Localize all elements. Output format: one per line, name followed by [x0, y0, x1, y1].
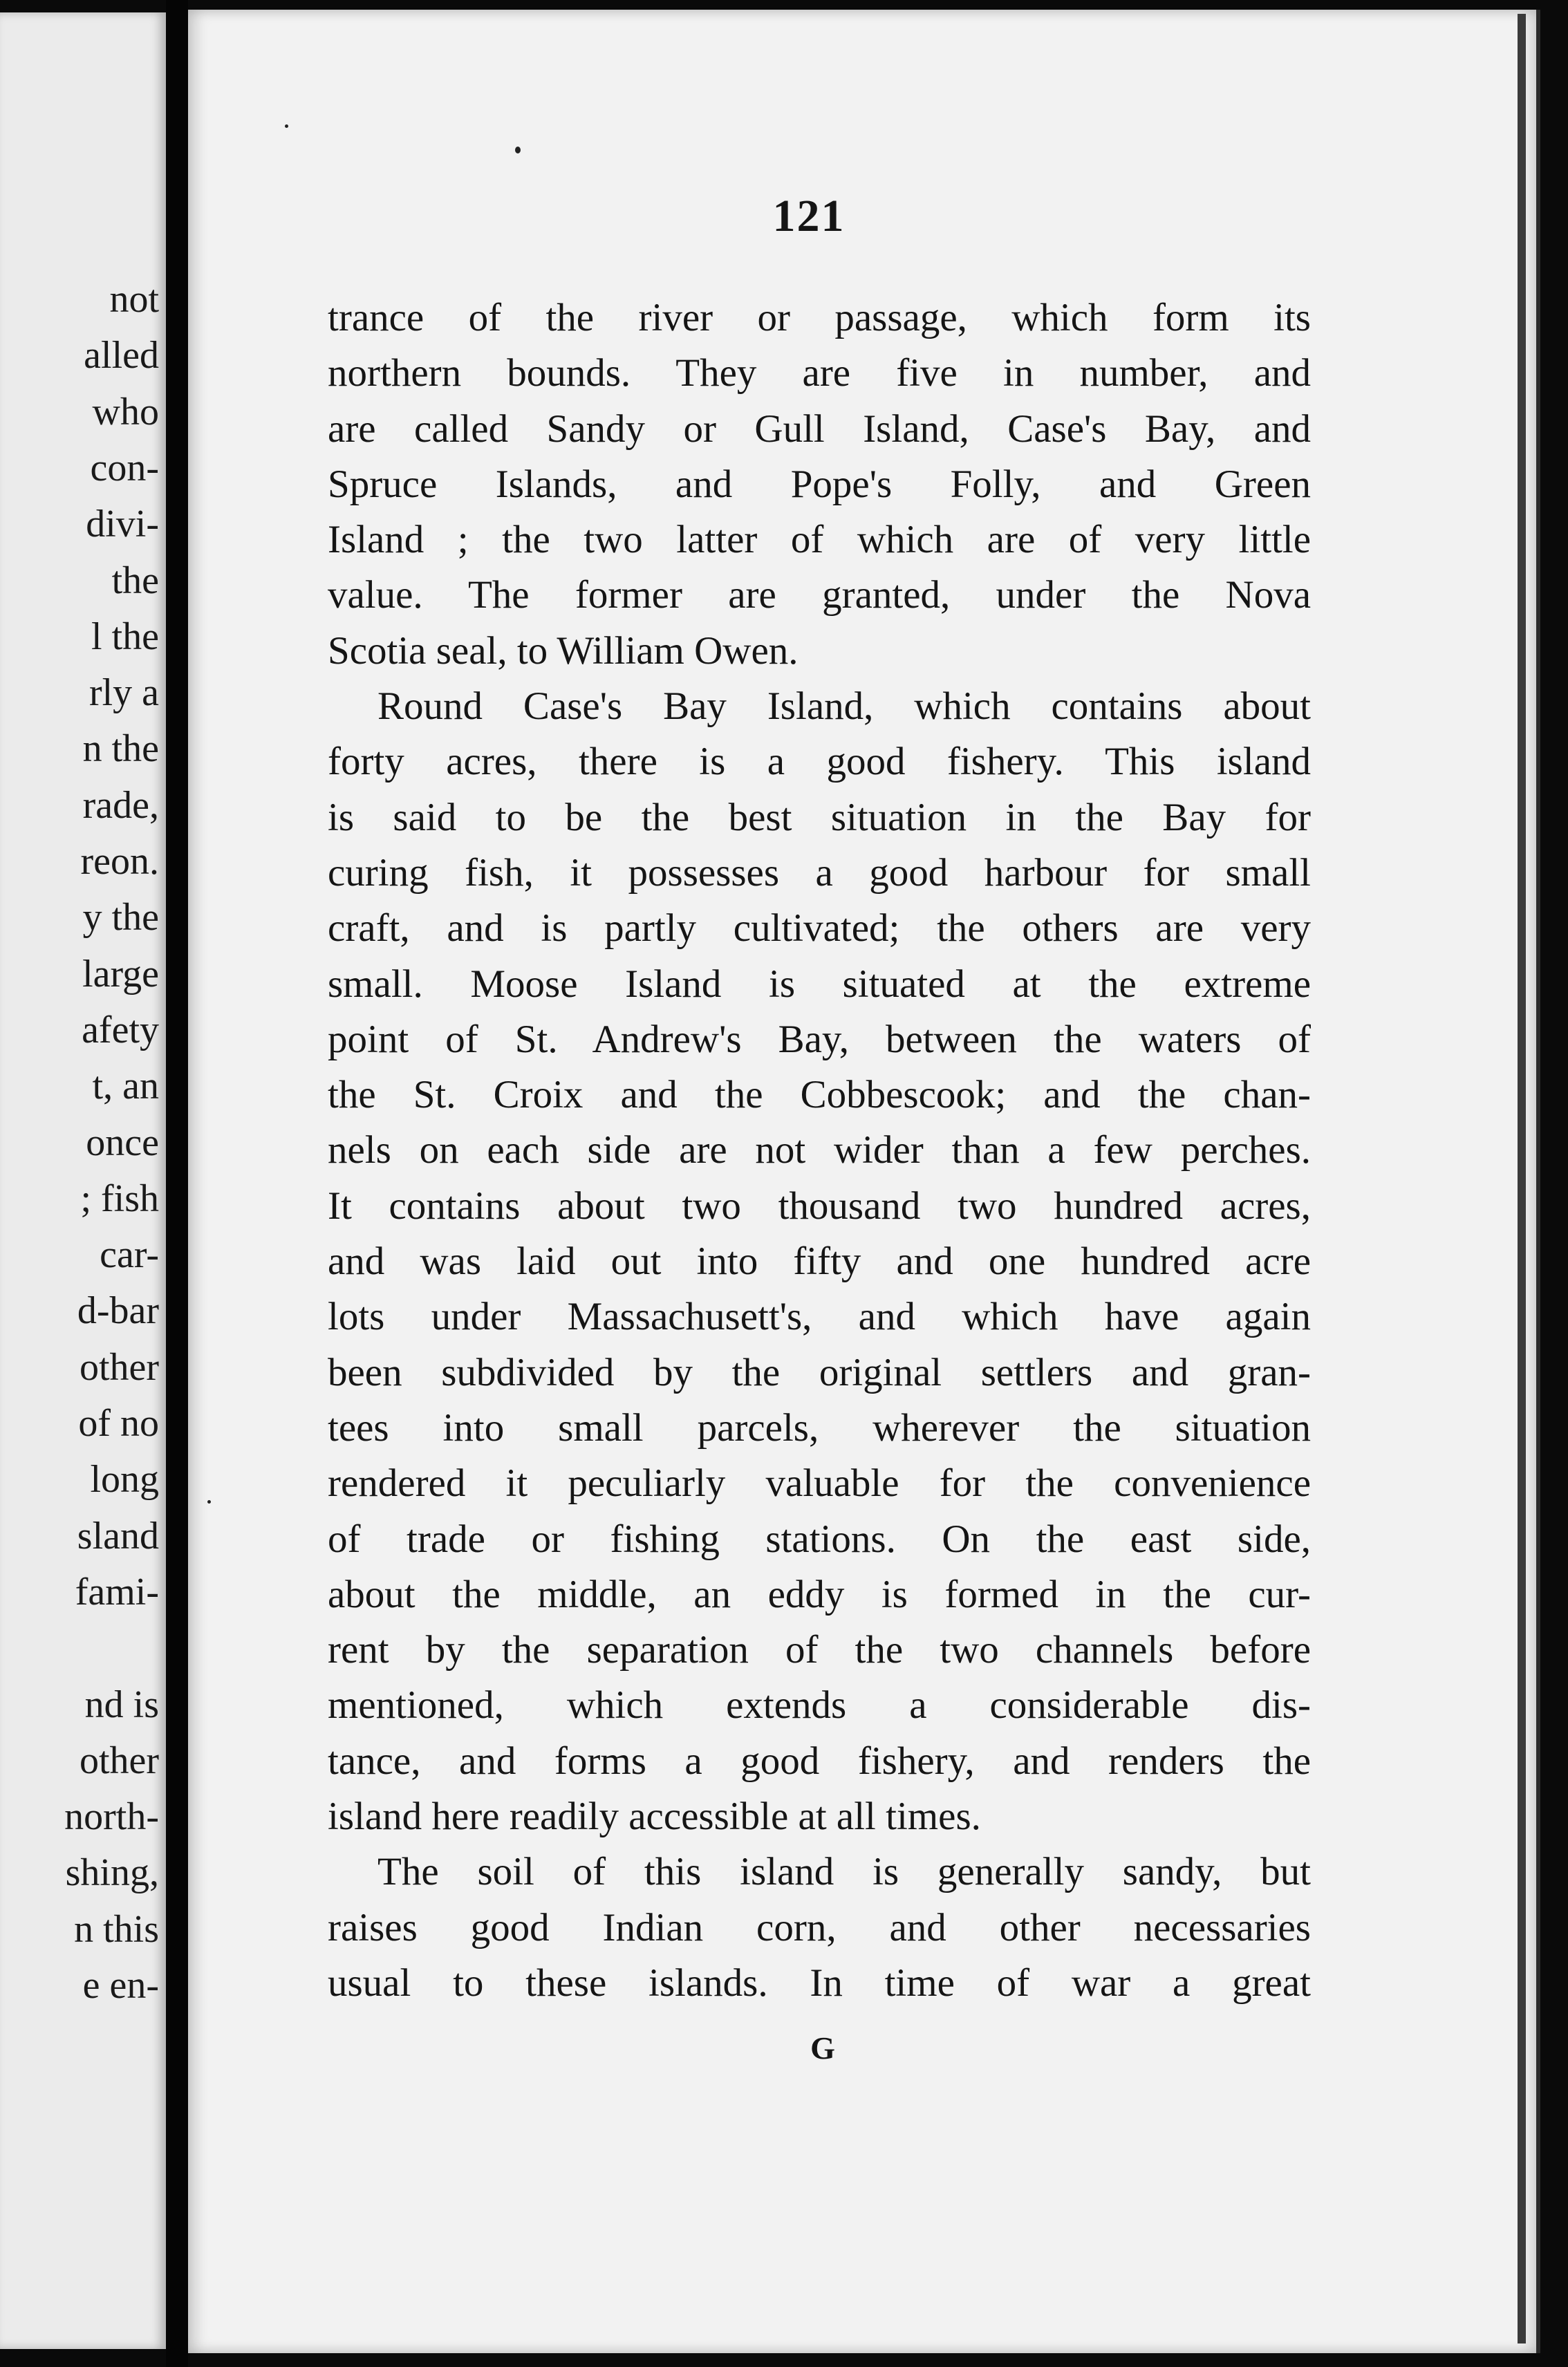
text-line: Round Case's Bay Island, which contains about: [377, 684, 1311, 729]
text-line: of trade or fishing stations. On the east side,: [328, 1517, 1311, 1561]
left-page-line: once: [86, 1121, 159, 1164]
left-page-line: the: [111, 559, 159, 602]
left-page-line: ; fish: [80, 1177, 159, 1220]
left-page-line: shing,: [65, 1851, 159, 1895]
left-page-line: fami-: [75, 1570, 159, 1613]
left-page-line: d-bar: [77, 1289, 159, 1333]
text-line: is said to be the best situation in the Bay for: [328, 795, 1311, 839]
text-line: mentioned, which extends a considerable dis-: [328, 1683, 1311, 1728]
left-page-line: of no: [78, 1402, 159, 1445]
text-line: The soil of this island is generally sandy, but: [377, 1850, 1311, 1894]
left-page-line: e en-: [82, 1964, 159, 2007]
text-line: northern bounds. They are five in number, and: [328, 351, 1311, 395]
text-line: rendered it peculiarly valuable for the convenience: [328, 1461, 1311, 1506]
left-page-line: rly a: [88, 671, 159, 715]
left-page-line: alled: [84, 334, 159, 377]
left-page-line: sland: [77, 1514, 159, 1557]
text-line: tance, and forms a good fishery, and renders the: [328, 1739, 1311, 1783]
text-line: are called Sandy or Gull Island, Case's Bay, and: [328, 406, 1311, 451]
left-page-line: n the: [82, 727, 159, 771]
text-line: tees into small parcels, wherever the situation: [328, 1405, 1311, 1450]
left-page-line: other: [79, 1345, 159, 1389]
signature-mark: G: [810, 2030, 835, 2066]
text-line: forty acres, there is a good fishery. This island: [328, 740, 1311, 784]
page-edge: [1518, 14, 1526, 2343]
body-text: [328, 290, 1311, 2011]
ink-speck: [515, 147, 521, 153]
left-page-line: y the: [82, 896, 159, 939]
ink-speck: [207, 1500, 211, 1504]
left-page-line: n this: [74, 1907, 159, 1951]
text-line: point of St. Andrew's Bay, between the waters of: [328, 1017, 1311, 1061]
text-line: about the middle, an eddy is formed in the cur-: [328, 1572, 1311, 1616]
text-line: trance of the river or passage, which form its: [328, 296, 1311, 339]
left-page-line: con-: [90, 446, 159, 489]
text-line: Spruce Islands, and Pope's Folly, and Green: [328, 462, 1311, 506]
left-page-line: north-: [64, 1795, 159, 1839]
page-number: 121: [772, 191, 846, 241]
text-line: craft, and is partly cultivated; the others are very: [328, 906, 1311, 951]
left-page-line: afety: [82, 1008, 159, 1051]
left-page-line: who: [92, 390, 159, 433]
left-page-line: large: [82, 952, 159, 995]
text-line: value. The former are granted, under the Nova: [328, 573, 1311, 617]
text-line: raises good Indian corn, and other necessaries: [328, 1905, 1311, 1949]
ink-speck: [285, 124, 288, 128]
left-page-line: divi-: [86, 503, 159, 546]
text-line: rent by the separation of the two channels before: [328, 1628, 1311, 1672]
text-line: island here readily accessible at all times.: [328, 1795, 981, 1839]
left-page-line: l the: [91, 615, 159, 658]
text-line: Scotia seal, to William Owen.: [328, 628, 799, 673]
left-page-line: nd is: [84, 1683, 159, 1726]
text-line: nels on each side are not wider than a few perches.: [328, 1128, 1311, 1172]
left-page-fragment: [0, 12, 166, 2349]
text-line: Island ; the two latter of which are of very little: [328, 518, 1311, 562]
left-page-line: other: [79, 1739, 159, 1782]
left-page-line: long: [90, 1458, 159, 1501]
book-gutter: [166, 0, 188, 2367]
left-page-line: reon.: [80, 840, 159, 883]
left-page-line: not: [109, 278, 159, 321]
left-page-line: car-: [100, 1233, 159, 1277]
text-line: been subdivided by the original settlers and gran-: [328, 1350, 1311, 1394]
text-line: the St. Croix and the Cobbescook; and the chan-: [328, 1073, 1311, 1117]
text-line: and was laid out into fifty and one hundred acre: [328, 1239, 1311, 1284]
text-line: lots under Massachusett's, and which have again: [328, 1295, 1311, 1339]
left-page-line: rade,: [82, 783, 159, 827]
text-line: small. Moose Island is situated at the extreme: [328, 962, 1311, 1006]
left-page-line: t, an: [92, 1065, 159, 1108]
text-line: curing fish, it possesses a good harbour for small: [328, 850, 1311, 895]
text-line: It contains about two thousand two hundred acres,: [328, 1184, 1311, 1228]
text-line: usual to these islands. In time of war a great: [328, 1961, 1311, 2005]
